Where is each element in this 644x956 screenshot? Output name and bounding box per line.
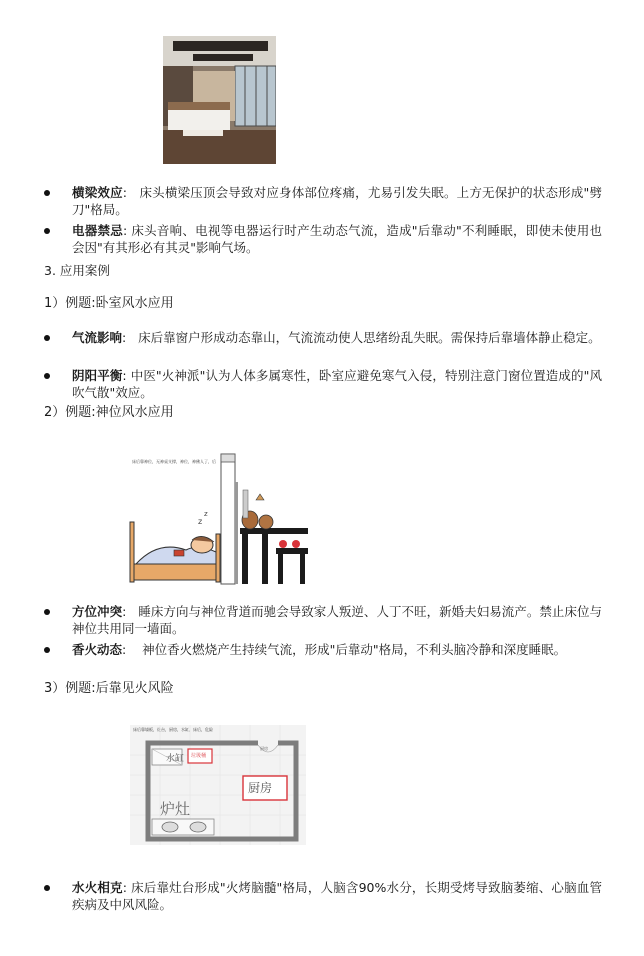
case-title: 1）例题:卧室风水应用 (44, 296, 174, 311)
list-item (44, 603, 604, 639)
door-label: 厨房 (260, 746, 268, 751)
kitchen-label: 厨房 (248, 781, 273, 795)
bullet-dot (44, 647, 50, 653)
section-heading: 3. 应用案例 (44, 263, 110, 278)
bullet-term: 气流影响 (72, 330, 123, 345)
figure-caption: 床后靠神位，无神桌支撑，神位，神佛人了，后 (132, 459, 216, 464)
list-item (44, 222, 604, 258)
bullet-term: 香火动态 (72, 642, 123, 657)
svg-text:z: z (198, 517, 203, 526)
figure-caption: 床后靠墙板，灶台，厨房，水缸，床后，危险 (133, 727, 213, 732)
bullet-term: 阴阳平衡 (72, 368, 123, 383)
list-item-text: 香火动态: 神位香火燃烧产生持续气流，形成"后靠动"格局，不利头脑冷静和深度睡眠。 (72, 642, 567, 657)
shrine-bed-drawing (128, 452, 310, 586)
list-item (44, 641, 604, 677)
list-item (44, 329, 604, 365)
bullet-dot (44, 190, 50, 196)
bullet-term: 横梁效应 (72, 185, 123, 200)
list-item-text: 阴阳平衡: 中医"火神派"认为人体多属寒性，卧室应避免寒气入侵，特别注意门窗位置造成的"风吹气散"效应。 (72, 368, 602, 400)
list-item-text: 横梁效应: 床头横梁压顶会导致对应身体部位疼痛，尤易引发失眠。上方无保护的状态形成"劈刀"格局。 (72, 185, 602, 217)
bullet-term: 电器禁忌 (72, 223, 123, 238)
floorplan-drawing (130, 725, 306, 845)
water-tank-label: 水缸 (166, 754, 185, 764)
list-item (44, 879, 604, 915)
bullet-dot (44, 335, 50, 341)
trash-label: 垃圾桶 (191, 753, 207, 759)
shrine-bed-illustration (128, 452, 310, 586)
bullet-term: 方位冲突 (72, 604, 123, 619)
stove-label: 炉灶 (160, 800, 191, 818)
case-title: 3）例题:后靠见火风险 (44, 681, 174, 696)
list-item (44, 367, 604, 403)
list-item-text: 方位冲突: 睡床方向与神位背道而驰会导致家人叛逆、人丁不旺，新婚夫妇易流产。禁止床位与神位共用同一墙面。 (72, 604, 602, 636)
bullet-dot (44, 373, 50, 379)
bedroom-photo-drawing (163, 36, 276, 164)
list-item-text: 气流影响: 床后靠窗户形成动态靠山，气流流动使人思绪纷乱失眠。需保持后靠墙体静止稳定。 (72, 330, 601, 345)
bullet-dot (44, 885, 50, 891)
bullet-dot (44, 228, 50, 234)
list-item-text: 水火相克: 床后靠灶台形成"火烤脑髓"格局，人脑含90%水分，长期受烤导致脑萎缩、心脑血管疾病及中风风险。 (72, 880, 602, 912)
list-item (44, 184, 604, 220)
svg-text:z: z (204, 510, 208, 518)
bullet-term: 水火相克 (72, 880, 123, 895)
case-title: 2）例题:神位风水应用 (44, 405, 174, 420)
kitchen-floorplan (130, 725, 306, 845)
list-item-text: 电器禁忌: 床头音响、电视等电器运行时产生动态气流，造成"后靠动"不利睡眠，即使未使用也会因"有其形必有其灵"影响气场。 (72, 223, 602, 255)
bedroom-photo (163, 36, 276, 164)
bullet-dot (44, 609, 50, 615)
